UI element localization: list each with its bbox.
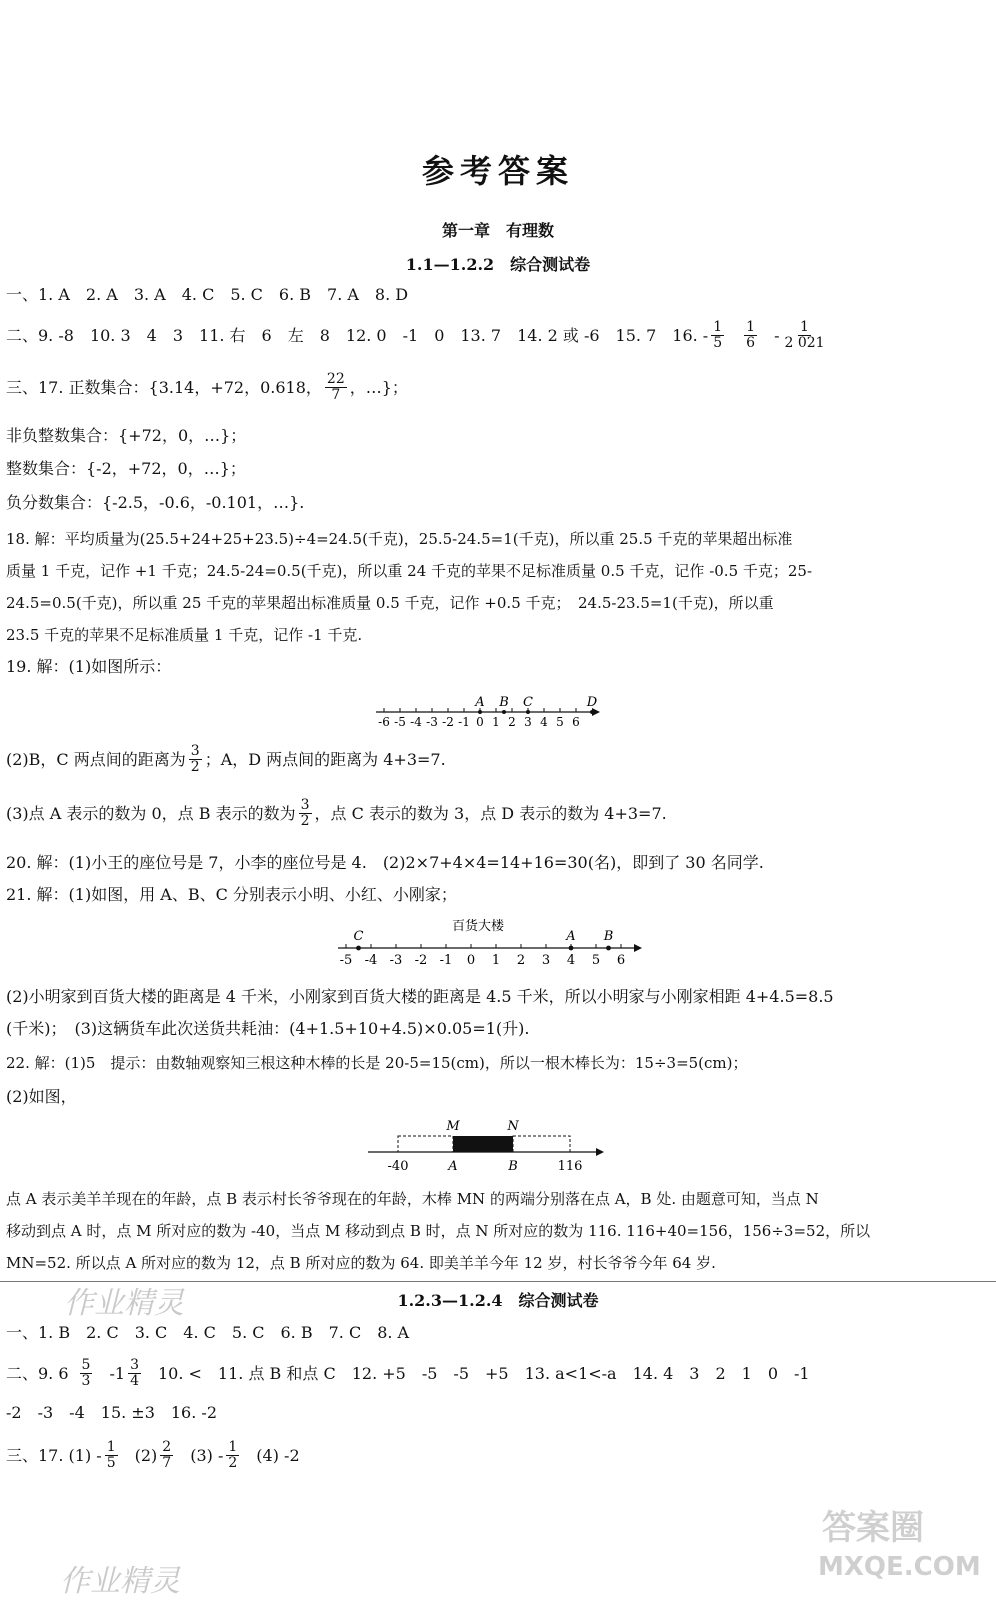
fraction: $\frac{1}{2}$ — [228, 1439, 238, 1471]
mixed-whole: -1 — [109, 1363, 126, 1383]
tick-label: -6 — [378, 715, 390, 729]
fraction: $\frac{1}{6}$ — [746, 319, 756, 351]
point-a — [478, 710, 482, 714]
s1-nonneg-set: 非负整数集合：{+72，0，…}； — [6, 426, 247, 445]
watermark-url: MXQE.COM — [818, 1552, 981, 1582]
tick-label: 1 — [491, 953, 501, 968]
tick-label: 2 — [508, 715, 516, 729]
point-label: B — [603, 929, 614, 944]
tick-label: 0 — [466, 953, 476, 968]
q20: 20. 解：(1)小王的座位号是 7，小李的座位号是 4. (2)2×7+4×4=14+16=30(名)，即到了 30 名同学. — [6, 853, 764, 872]
tick-label: 5 — [556, 715, 564, 729]
part-3-label: (3) - — [190, 1445, 224, 1465]
tick-label: 4 — [566, 953, 576, 968]
watermark-stamp: 作业精灵 — [64, 1286, 184, 1321]
number-line-3 — [360, 1116, 620, 1174]
point-label: A — [475, 695, 485, 710]
tick-label: -2 — [414, 953, 428, 968]
q22-part1: 22. 解：(1)5 提示：由数轴观察知三根这种木棒的长是 20-5=15(cm)，所以一根木棒长为：15÷3=5(cm)； — [6, 1054, 748, 1072]
tick-label: 6 — [572, 715, 580, 729]
point-label: C — [523, 695, 533, 710]
tick-label: -40 — [387, 1159, 409, 1174]
q22-text-1: 点 A 表示美羊羊现在的年龄，点 B 表示村长爷爷现在的年龄，木棒 MN 的两端分别落在点 A，B 处. 由题意可知，当点 N — [6, 1190, 819, 1208]
watermark-stamp-bottom: 作业精灵 — [60, 1564, 180, 1599]
number-line-1 — [370, 690, 610, 730]
fraction: $\frac{22}{7}$ — [326, 371, 345, 403]
point-label: D — [586, 695, 598, 710]
tick-label: B — [508, 1159, 518, 1174]
fraction: $\frac{1}{5}$ — [106, 1439, 116, 1471]
s1-positive-set — [6, 372, 408, 403]
fraction: $\frac{5}{3}$ — [81, 1357, 91, 1389]
watermark-logo: 答案圈 — [822, 1508, 924, 1548]
tick-label: -3 — [426, 715, 438, 729]
tick-label: 5 — [591, 953, 601, 968]
point-label: B — [499, 695, 509, 710]
q18-line-4: 23.5 千克的苹果不足标准质量 1 千克，记作 -1 千克. — [6, 626, 363, 644]
tick-label: -1 — [439, 953, 453, 968]
q21-part2-line1: (2)小明家到百货大楼的距离是 4 千米，小刚家到百货大楼的距离是 4.5 千米，所以小明家与小刚家相距 4+4.5=8.5 — [6, 987, 834, 1006]
tick-label: 2 — [516, 953, 526, 968]
s2-calc-text: 三、17. (1) - — [6, 1445, 102, 1465]
stick-mn — [453, 1136, 513, 1152]
q19-part3-tail: ，点 C 表示的数为 3，点 D 表示的数为 4+3=7. — [314, 803, 667, 823]
tick-label: 6 — [616, 953, 626, 968]
part-4-answer: (4) -2 — [256, 1445, 300, 1465]
tick-label: -2 — [442, 715, 454, 729]
tick-label: 4 — [540, 715, 548, 729]
tick-label: 0 — [476, 715, 484, 729]
tick-label: A — [448, 1159, 458, 1174]
stick-left — [398, 1136, 453, 1152]
tick-label: 1 — [492, 715, 500, 729]
q19-part1: 19. 解：(1)如图所示： — [6, 657, 172, 676]
tick-label: 3 — [541, 953, 551, 968]
label-m: M — [446, 1119, 460, 1134]
tick-label: -4 — [364, 953, 378, 968]
fraction: $\frac{2}{7}$ — [162, 1439, 172, 1471]
q22-text-3: MN=52. 所以点 A 所对应的数为 12，点 B 所对应的数为 64. 即美羊羊今年 12 岁，村长爷爷今年 64 岁. — [6, 1254, 716, 1272]
stick-right — [513, 1136, 570, 1152]
s1-fill-text: 二、9. -8 10. 3 4 3 11. 右 6 左 8 12. 0 -1 0 13. 7 14. 2 或 -6 15. 7 16. - — [6, 325, 709, 345]
q22-text-2: 移动到点 A 时，点 M 所对应的数为 -40，当点 M 移动到点 B 时，点 N 所对应的数为 116. 116+40=156，156÷3=52，所以 — [6, 1222, 871, 1240]
q21-part1: 21. 解：(1)如图，用 A、B、C 分别表示小明、小红、小刚家； — [6, 885, 457, 904]
chapter-heading: 第一章 有理数 — [441, 221, 554, 240]
fraction: $\frac{1}{2 021}$ — [784, 319, 825, 351]
fraction: $\frac{1}{5}$ — [713, 319, 723, 351]
q19-part3-text: (3)点 A 表示的数为 0，点 B 表示的数为 — [6, 803, 296, 823]
minus-sign: - — [774, 325, 780, 345]
s1-choice-answers: 一、1. A 2. A 3. A 4. C 5. C 6. B 7. A 8. D — [6, 285, 409, 304]
s2-fill-text: 二、9. 6 — [6, 1363, 69, 1383]
positive-set-tail: ，…}； — [349, 377, 408, 397]
tick-label: -4 — [410, 715, 422, 729]
q18-line-3: 24.5=0.5(千克)，所以重 25 千克的苹果超出标准质量 0.5 千克，记作 +0.5 千克； 24.5-23.5=1(千克)，所以重 — [6, 594, 774, 612]
s1-int-set: 整数集合：{-2，+72，0，…}； — [6, 459, 246, 478]
point-c — [356, 946, 361, 951]
s1-fill-answers — [6, 320, 830, 351]
q18-line-1: 18. 解：平均质量为(25.5+24+25+23.5)÷4=24.5(千克)，25.5-24.5=1(千克)，所以重 25.5 千克的苹果超出标准 — [6, 530, 793, 548]
fraction: $\frac{3}{2}$ — [300, 797, 310, 829]
q19-part2-tail: ；A，D 两点间的距离为 4+3=7. — [204, 749, 446, 769]
q22-part2: (2)如图， — [6, 1087, 77, 1106]
q19-part2-text: (2)B，C 两点间的距离为 — [6, 749, 186, 769]
s2-fill-tail: 10. < 11. 点 B 和点 C 12. +5 -5 -5 +5 13. a<1<-a 14. 4 3 2 1 0 -1 — [157, 1363, 810, 1383]
s2-fill-answers — [6, 1358, 810, 1389]
page-title: 参考答案 — [421, 152, 574, 190]
point-a — [569, 946, 574, 951]
point-b — [606, 946, 611, 951]
s2-calc-answers — [6, 1440, 300, 1471]
tick-label: -5 — [339, 953, 353, 968]
q19-part2 — [6, 744, 446, 775]
positive-set-text: 三、17. 正数集合：{3.14，+72，0.618， — [6, 377, 322, 397]
q21-part2-line2: (千米)； (3)这辆货车此次送货共耗油：(4+1.5+10+4.5)×0.05=1(升). — [6, 1019, 530, 1038]
nl2-caption: 百货大楼 — [451, 919, 505, 934]
tick-label: 3 — [524, 715, 532, 729]
point-label: A — [566, 929, 576, 944]
part-2-label: (2) — [134, 1445, 158, 1465]
tick-label: -3 — [389, 953, 403, 968]
label-n: N — [507, 1119, 519, 1134]
tick-label: 116 — [557, 1159, 583, 1174]
section-heading-2: 1.2.3—1.2.4 综合测试卷 — [397, 1291, 599, 1310]
fraction: $\frac{3}{4}$ — [130, 1357, 139, 1389]
tick-label: -1 — [458, 715, 470, 729]
tick-label: -5 — [394, 715, 406, 729]
section-heading-1: 1.1—1.2.2 综合测试卷 — [405, 255, 591, 274]
point-d — [590, 710, 594, 714]
fraction: $\frac{3}{2}$ — [190, 743, 200, 775]
q18-line-2: 质量 1 千克，记作 +1 千克；24.5-24=0.5(千克)，所以重 24 千克的苹果不足标准质量 0.5 千克，记作 -0.5 千克；25- — [6, 562, 813, 580]
q19-part3 — [6, 798, 667, 829]
s1-negfrac-set: 负分数集合：{-2.5，-0.6，-0.101，…}. — [6, 493, 305, 512]
s2-choice-answers: 一、1. B 2. C 3. C 4. C 5. C 6. B 7. C 8. A — [6, 1323, 410, 1342]
point-b — [502, 710, 506, 714]
s2-fill-line2: -2 -3 -4 15. ±3 16. -2 — [6, 1403, 217, 1422]
point-c — [526, 710, 530, 714]
number-line-2 — [332, 914, 652, 972]
point-label: C — [353, 929, 364, 944]
